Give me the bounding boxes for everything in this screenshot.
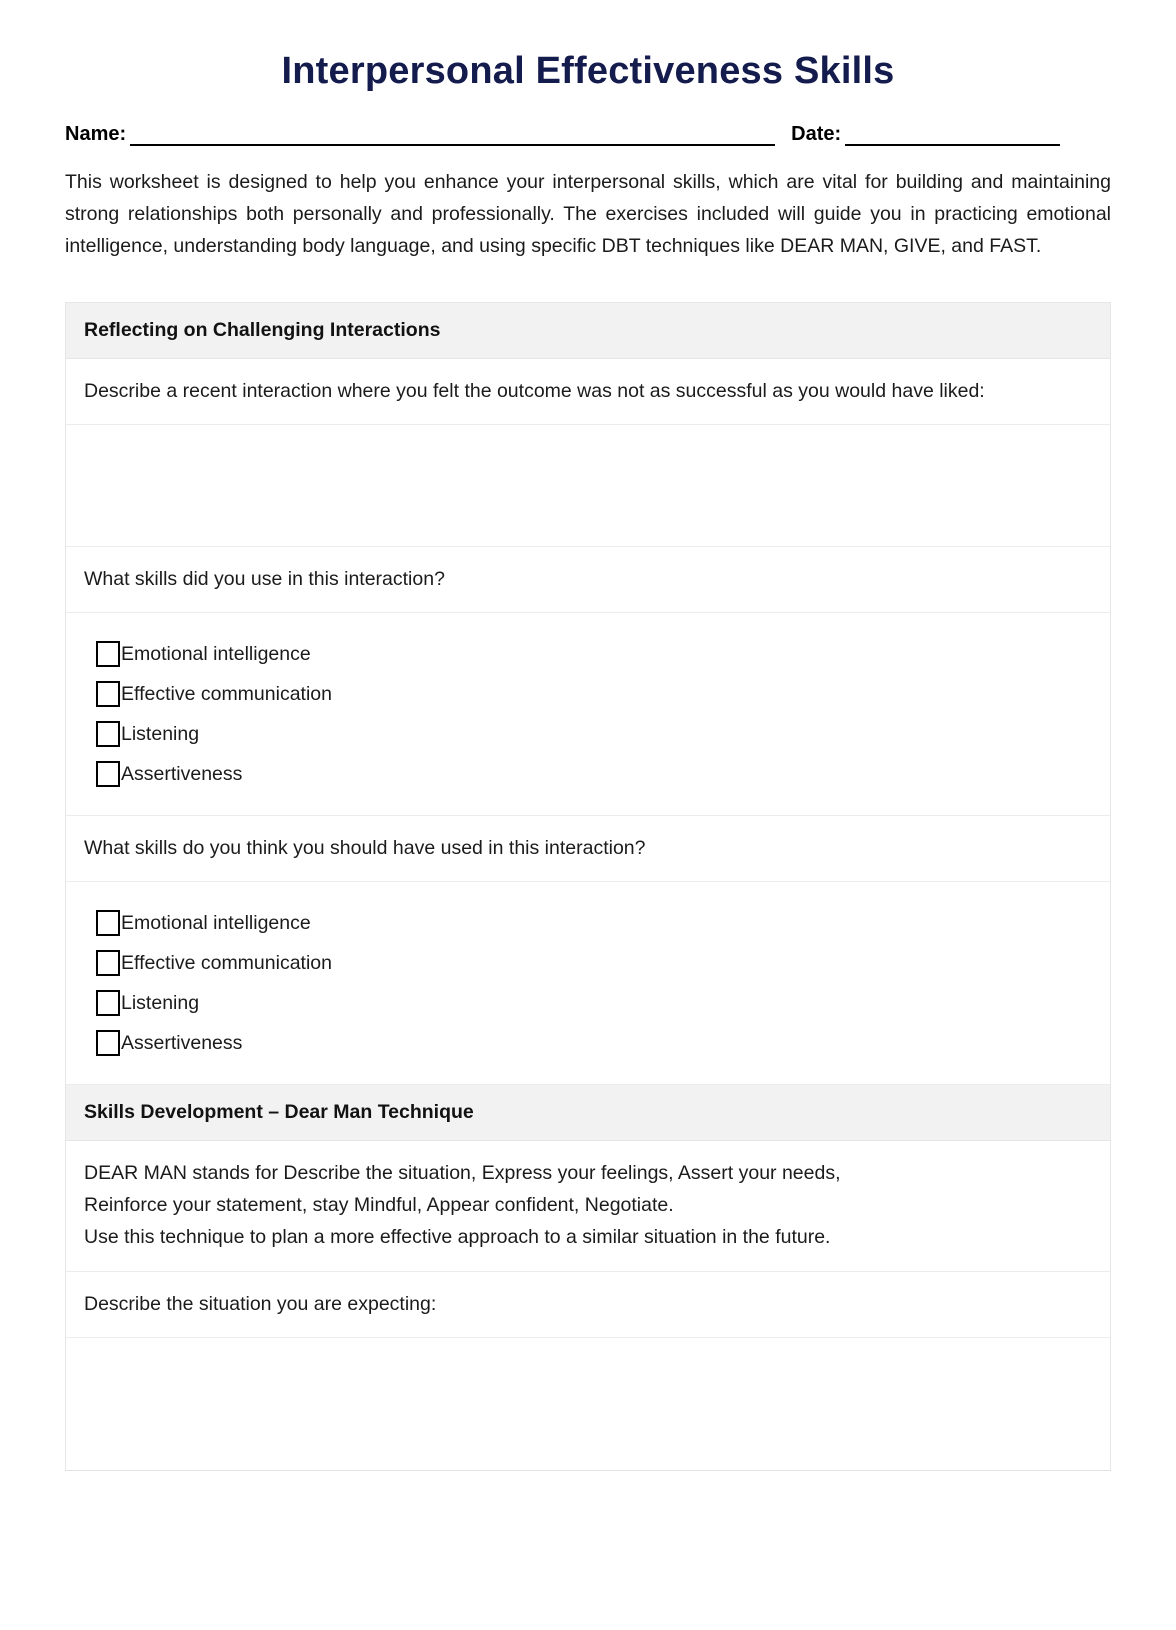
dear-man-description xyxy=(66,1141,1110,1272)
name-label: Name: xyxy=(65,123,127,145)
name-input[interactable] xyxy=(130,123,775,146)
section-header-skills-development: Skills Development – Dear Man Technique xyxy=(66,1085,1110,1141)
dear-man-line-3: Use this technique to plan a more effective approach to a similar situation in the future. xyxy=(84,1226,831,1248)
checkbox-icon[interactable] xyxy=(96,681,120,707)
prompt-describe-expected-situation: Describe the situation you are expecting: xyxy=(66,1272,1110,1338)
checkbox-icon[interactable] xyxy=(96,721,120,747)
checkbox-row-effective-communication-used[interactable] xyxy=(84,681,1092,707)
checkbox-row-listening-should[interactable] xyxy=(84,990,1092,1016)
checkbox-label: Assertiveness xyxy=(121,1032,243,1054)
checkbox-row-effective-communication-should[interactable] xyxy=(84,950,1092,976)
checkbox-row-emotional-intelligence-used[interactable] xyxy=(84,641,1092,667)
checkbox-row-emotional-intelligence-should[interactable] xyxy=(84,910,1092,936)
checkbox-icon[interactable] xyxy=(96,641,120,667)
intro-paragraph: This worksheet is designed to help you enhance your interpersonal skills, which are vital for building and maintaining strong relationships both personally and professionally. The exercises included will guide you in practicing emotional intelligence, understanding body language, and using specific DBT techniques like DEAR MAN, GIVE, and FAST. xyxy=(65,171,1111,257)
checkbox-icon[interactable] xyxy=(96,990,120,1016)
checkbox-icon[interactable] xyxy=(96,761,120,787)
checkbox-label: Emotional intelligence xyxy=(121,912,311,934)
prompt-skills-should-have-used: What skills do you think you should have used in this interaction? xyxy=(66,816,1110,882)
date-input[interactable] xyxy=(845,123,1060,146)
checkbox-label: Effective communication xyxy=(121,683,332,705)
checkbox-row-listening-used[interactable] xyxy=(84,721,1092,747)
checkbox-label: Effective communication xyxy=(121,952,332,974)
checkbox-label: Emotional intelligence xyxy=(121,643,311,665)
worksheet-table xyxy=(65,302,1111,1471)
checkbox-group-skills-should-have-used xyxy=(66,882,1110,1085)
checkbox-label: Assertiveness xyxy=(121,763,243,785)
name-date-row xyxy=(65,122,1111,146)
checkbox-label: Listening xyxy=(121,723,200,745)
date-label: Date: xyxy=(791,123,842,145)
prompt-skills-used: What skills did you use in this interaction? xyxy=(66,547,1110,613)
checkbox-icon[interactable] xyxy=(96,1030,120,1056)
prompt-describe-interaction: Describe a recent interaction where you felt the outcome was not as successful as you would have liked: xyxy=(66,359,1110,425)
checkbox-icon[interactable] xyxy=(96,950,120,976)
checkbox-row-assertiveness-used[interactable] xyxy=(84,761,1092,787)
page-title: Interpersonal Effectiveness Skills xyxy=(281,50,895,92)
checkbox-label: Listening xyxy=(121,992,200,1014)
answer-area-describe-expected-situation[interactable] xyxy=(66,1338,1110,1470)
checkbox-group-skills-used xyxy=(66,613,1110,816)
checkbox-icon[interactable] xyxy=(96,910,120,936)
answer-area-describe-interaction[interactable] xyxy=(66,425,1110,547)
section-header-reflecting: Reflecting on Challenging Interactions xyxy=(66,303,1110,359)
dear-man-line-2: Reinforce your statement, stay Mindful, Appear confident, Negotiate. xyxy=(84,1194,674,1216)
dear-man-line-1: DEAR MAN stands for Describe the situation, Express your feelings, Assert your needs, xyxy=(84,1162,841,1184)
checkbox-row-assertiveness-should[interactable] xyxy=(84,1030,1092,1056)
